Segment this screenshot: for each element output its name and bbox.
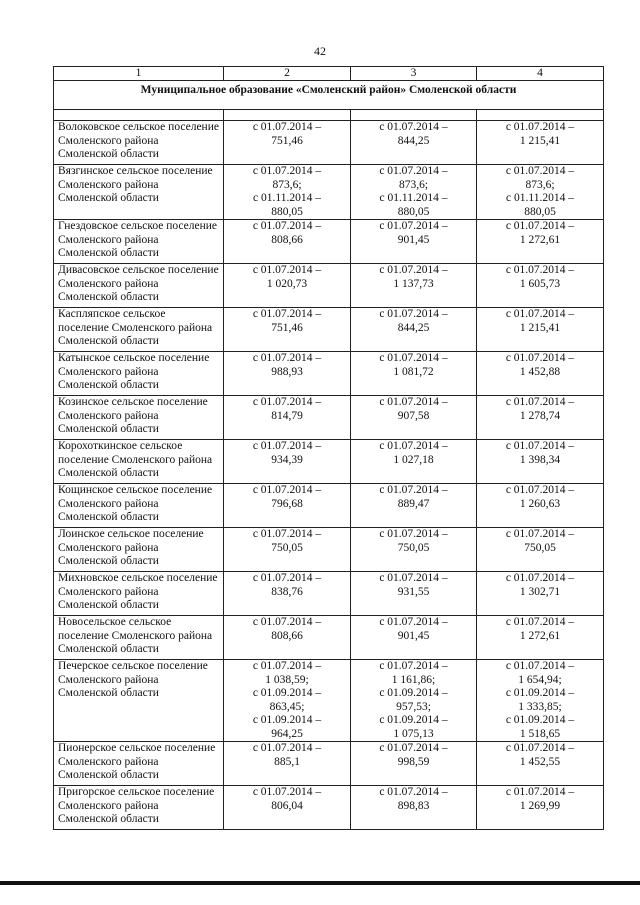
tariff-line: с 01.07.2014 – xyxy=(379,440,448,452)
settlement-name: Корохоткинское сельское поселение Смоленского района Смоленской области xyxy=(54,440,224,484)
tariff-line: с 01.11.2014 – xyxy=(379,192,448,204)
tariff-line: с 01.07.2014 – xyxy=(252,121,322,133)
settlement-name: Пригорское сельское поселение Смоленского района Смоленской области xyxy=(54,786,224,830)
tariff-line: с 01.07.2014 – xyxy=(505,165,575,177)
tariff-line: с 01.07.2014 – xyxy=(252,742,322,754)
tariff-line: 901,45 xyxy=(397,629,430,642)
column-number: 3 xyxy=(351,67,477,81)
settlement-name: Печерское сельское поселение Смоленского района Смоленской области xyxy=(54,660,224,742)
tariff-line: с 01.07.2014 – xyxy=(252,220,322,232)
tariff-cell-c3 xyxy=(351,308,477,352)
tariff-line: с 01.07.2014 – xyxy=(252,572,322,584)
table-row xyxy=(54,786,604,830)
tariff-line: 873,6; xyxy=(272,178,302,191)
tariff-line: с 01.11.2014 – xyxy=(253,192,321,204)
settlement-name: Кощинское сельское поселение Смоленского района Смоленской области xyxy=(54,484,224,528)
tariff-line: 880,05 xyxy=(524,205,556,218)
tariff-line: 1 020,73 xyxy=(266,277,308,290)
settlement-name: Каспляпское сельское поселение Смоленского района Смоленской области xyxy=(54,308,224,352)
tariff-cell-c3 xyxy=(351,528,477,572)
tariff-cell-c4 xyxy=(477,352,604,396)
tariff-line: 1 518,65 xyxy=(519,727,561,740)
column-numbers-row xyxy=(54,67,604,81)
tariff-line: 885,1 xyxy=(274,755,300,768)
tariff-table xyxy=(53,66,604,830)
tariff-cell-c4 xyxy=(477,440,604,484)
tariff-line: с 01.07.2014 – xyxy=(505,528,575,540)
tariff-cell-c3 xyxy=(351,484,477,528)
tariff-cell-c3 xyxy=(351,220,477,264)
tariff-cell-c3 xyxy=(351,264,477,308)
table-row xyxy=(54,352,604,396)
table-row xyxy=(54,660,604,742)
tariff-line: 1 269,99 xyxy=(519,799,561,812)
tariff-line: с 01.07.2014 – xyxy=(505,484,575,496)
tariff-cell-c4 xyxy=(477,220,604,264)
tariff-line: с 01.07.2014 – xyxy=(379,396,448,408)
tariff-line: 751,46 xyxy=(271,134,303,147)
tariff-line: 808,66 xyxy=(271,629,303,642)
settlement-name: Пионерское сельское поселение Смоленского района Смоленской области xyxy=(54,742,224,786)
settlement-name: Гнездовское сельское поселение Смоленского района Смоленской области xyxy=(54,220,224,264)
tariff-cell-c4 xyxy=(477,165,604,220)
tariff-cell-c2 xyxy=(224,528,351,572)
tariff-line: с 01.07.2014 – xyxy=(252,484,322,496)
tariff-cell-c2 xyxy=(224,121,351,165)
tariff-line: с 01.07.2014 – xyxy=(379,121,448,133)
tariff-cell-c2 xyxy=(224,484,351,528)
tariff-line: 898,83 xyxy=(397,799,430,812)
tariff-line: 880,05 xyxy=(397,205,430,218)
tariff-line: 880,05 xyxy=(271,205,303,218)
table-row xyxy=(54,440,604,484)
tariff-line: с 01.07.2014 – xyxy=(379,528,448,540)
column-number: 2 xyxy=(224,67,351,81)
tariff-line: с 01.07.2014 – xyxy=(379,742,448,754)
tariff-line: 1 027,18 xyxy=(393,453,434,466)
section-title: Муниципальное образование «Смоленский район» Смоленской области xyxy=(54,81,604,110)
tariff-line: 1 081,72 xyxy=(393,365,434,378)
tariff-line: с 01.07.2014 – xyxy=(379,484,448,496)
tariff-cell-c4 xyxy=(477,264,604,308)
tariff-line: с 01.07.2014 – xyxy=(379,786,448,798)
tariff-line: 873,6; xyxy=(525,178,555,191)
tariff-line: с 01.07.2014 – xyxy=(505,742,575,754)
tariff-line: 957,53; xyxy=(396,700,431,713)
page-number: 42 xyxy=(314,44,326,58)
column-number: 1 xyxy=(54,67,224,81)
tariff-cell-c2 xyxy=(224,440,351,484)
tariff-line: 934,39 xyxy=(271,453,303,466)
tariff-line: с 01.09.2014 – xyxy=(252,714,322,726)
table-row xyxy=(54,308,604,352)
tariff-line: с 01.07.2014 – xyxy=(505,572,575,584)
tariff-line: 806,04 xyxy=(271,799,303,812)
tariff-line: 750,05 xyxy=(271,541,303,554)
tariff-cell-c2 xyxy=(224,616,351,660)
tariff-cell-c2 xyxy=(224,786,351,830)
table-row xyxy=(54,616,604,660)
tariff-line: с 01.07.2014 – xyxy=(252,440,322,452)
tariff-line: с 01.07.2014 – xyxy=(505,660,575,672)
empty-cell xyxy=(477,110,604,121)
tariff-cell-c3 xyxy=(351,572,477,616)
tariff-line: с 01.07.2014 – xyxy=(379,165,448,177)
table-row xyxy=(54,484,604,528)
tariff-line: 1 137,73 xyxy=(393,277,434,290)
tariff-line: с 01.09.2014 – xyxy=(252,687,322,699)
tariff-cell-c2 xyxy=(224,742,351,786)
table-row xyxy=(54,220,604,264)
tariff-line: 750,05 xyxy=(397,541,430,554)
tariff-line: с 01.07.2014 – xyxy=(379,572,448,584)
settlement-name: Михновское сельское поселение Смоленского района Смоленской области xyxy=(54,572,224,616)
settlement-name: Новосельское сельское поселение Смоленского района Смоленской области xyxy=(54,616,224,660)
tariff-cell-c4 xyxy=(477,121,604,165)
tariff-line: с 01.07.2014 – xyxy=(379,352,448,364)
table-row xyxy=(54,121,604,165)
tariff-line: 1 302,71 xyxy=(519,585,561,598)
tariff-line: с 01.07.2014 – xyxy=(379,220,448,232)
tariff-line: 1 260,63 xyxy=(519,497,561,510)
tariff-line: с 01.09.2014 – xyxy=(379,687,448,699)
empty-cell xyxy=(54,110,224,121)
tariff-line: с 01.07.2014 – xyxy=(505,308,575,320)
tariff-line: 964,25 xyxy=(271,727,303,740)
tariff-cell-c4 xyxy=(477,660,604,742)
tariff-cell-c4 xyxy=(477,396,604,440)
settlement-name: Вязгинское сельское поселение Смоленского района Смоленской области xyxy=(54,165,224,220)
tariff-line: 844,25 xyxy=(397,134,430,147)
tariff-line: с 01.07.2014 – xyxy=(505,440,575,452)
tariff-line: с 01.07.2014 – xyxy=(252,165,322,177)
tariff-cell-c4 xyxy=(477,786,604,830)
tariff-line: с 01.07.2014 – xyxy=(252,352,322,364)
tariff-cell-c3 xyxy=(351,396,477,440)
tariff-cell-c3 xyxy=(351,121,477,165)
tariff-cell-c3 xyxy=(351,660,477,742)
table-row xyxy=(54,396,604,440)
tariff-line: с 01.07.2014 – xyxy=(252,528,322,540)
tariff-line: 796,68 xyxy=(271,497,303,510)
tariff-line: с 01.09.2014 – xyxy=(505,687,575,699)
tariff-cell-c4 xyxy=(477,742,604,786)
settlement-name: Катынское сельское поселение Смоленского района Смоленской области xyxy=(54,352,224,396)
tariff-line: с 01.07.2014 – xyxy=(252,308,322,320)
tariff-line: 808,66 xyxy=(271,233,303,246)
empty-cell xyxy=(351,110,477,121)
tariff-line: 838,76 xyxy=(271,585,303,598)
tariff-cell-c3 xyxy=(351,440,477,484)
settlement-name: Волоковское сельское поселение Смоленского района Смоленской области xyxy=(54,121,224,165)
tariff-line: 1 605,73 xyxy=(519,277,561,290)
tariff-cell-c2 xyxy=(224,572,351,616)
section-header-row xyxy=(54,81,604,110)
tariff-cell-c4 xyxy=(477,616,604,660)
tariff-line: с 01.11.2014 – xyxy=(506,192,574,204)
tariff-line: с 01.07.2014 – xyxy=(505,264,575,276)
tariff-cell-c4 xyxy=(477,308,604,352)
tariff-cell-c4 xyxy=(477,484,604,528)
tariff-cell-c2 xyxy=(224,396,351,440)
tariff-line: 751,46 xyxy=(271,321,303,334)
tariff-line: 1 452,55 xyxy=(519,755,561,768)
tariff-cell-c3 xyxy=(351,786,477,830)
table-row xyxy=(54,528,604,572)
tariff-line: 1 215,41 xyxy=(519,134,561,147)
tariff-line: 1 075,13 xyxy=(393,727,434,740)
tariff-line: с 01.07.2014 – xyxy=(252,396,322,408)
tariff-line: с 01.07.2014 – xyxy=(505,220,575,232)
tariff-cell-c3 xyxy=(351,616,477,660)
tariff-line: 1 038,59; xyxy=(265,673,309,686)
tariff-cell-c2 xyxy=(224,352,351,396)
tariff-cell-c2 xyxy=(224,220,351,264)
tariff-line: 931,55 xyxy=(397,585,430,598)
empty-cell xyxy=(224,110,351,121)
table-row xyxy=(54,264,604,308)
tariff-line: с 01.07.2014 – xyxy=(505,352,575,364)
tariff-line: с 01.09.2014 – xyxy=(505,714,575,726)
tariff-line: 901,45 xyxy=(397,233,430,246)
tariff-line: с 01.07.2014 – xyxy=(379,660,448,672)
tariff-line: 1 215,41 xyxy=(519,321,561,334)
tariff-line: с 01.07.2014 – xyxy=(252,616,322,628)
tariff-line: 814,79 xyxy=(271,409,303,422)
tariff-line: 889,47 xyxy=(397,497,430,510)
settlement-name: Лоинское сельское поселение Смоленского района Смоленской области xyxy=(54,528,224,572)
tariff-line: с 01.07.2014 – xyxy=(379,264,448,276)
tariff-cell-c3 xyxy=(351,165,477,220)
tariff-line: 1 333,85; xyxy=(518,700,562,713)
tariff-cell-c2 xyxy=(224,660,351,742)
tariff-line: 907,58 xyxy=(397,409,430,422)
tariff-line: с 01.07.2014 – xyxy=(505,396,575,408)
tariff-line: 1 161,86; xyxy=(391,673,436,686)
settlement-name: Козинское сельское поселение Смоленского района Смоленской области xyxy=(54,396,224,440)
tariff-cell-c2 xyxy=(224,308,351,352)
tariff-line: с 01.07.2014 – xyxy=(505,616,575,628)
tariff-line: 1 278,74 xyxy=(519,409,561,422)
tariff-cell-c4 xyxy=(477,572,604,616)
tariff-cell-c3 xyxy=(351,742,477,786)
tariff-line: с 01.07.2014 – xyxy=(379,308,448,320)
tariff-line: с 01.07.2014 – xyxy=(252,786,322,798)
tariff-cell-c2 xyxy=(224,165,351,220)
tariff-line: 988,93 xyxy=(271,365,303,378)
spacer-row xyxy=(54,110,604,121)
bottom-rule xyxy=(0,881,640,885)
table-row xyxy=(54,572,604,616)
tariff-line: с 01.09.2014 – xyxy=(379,714,448,726)
settlement-name: Дивасовское сельское поселение Смоленского района Смоленской области xyxy=(54,264,224,308)
column-number: 4 xyxy=(477,67,604,81)
tariff-line: 873,6; xyxy=(398,178,429,191)
tariff-line: с 01.07.2014 – xyxy=(379,616,448,628)
tariff-line: 1 272,61 xyxy=(519,629,561,642)
tariff-line: 1 398,34 xyxy=(519,453,561,466)
tariff-cell-c2 xyxy=(224,264,351,308)
tariff-line: 1 272,61 xyxy=(519,233,561,246)
tariff-line: 1 452,88 xyxy=(519,365,561,378)
tariff-line: 844,25 xyxy=(397,321,430,334)
tariff-line: 1 654,94; xyxy=(518,673,562,686)
tariff-cell-c3 xyxy=(351,352,477,396)
tariff-line: с 01.07.2014 – xyxy=(505,121,575,133)
tariff-cell-c4 xyxy=(477,528,604,572)
tariff-line: с 01.07.2014 – xyxy=(505,786,575,798)
tariff-line: 863,45; xyxy=(269,700,305,713)
tariff-line: 750,05 xyxy=(524,541,556,554)
tariff-line: с 01.07.2014 – xyxy=(252,264,322,276)
tariff-line: с 01.07.2014 – xyxy=(252,660,322,672)
tariff-line: 998,59 xyxy=(397,755,430,768)
table-row xyxy=(54,742,604,786)
table-row xyxy=(54,165,604,220)
